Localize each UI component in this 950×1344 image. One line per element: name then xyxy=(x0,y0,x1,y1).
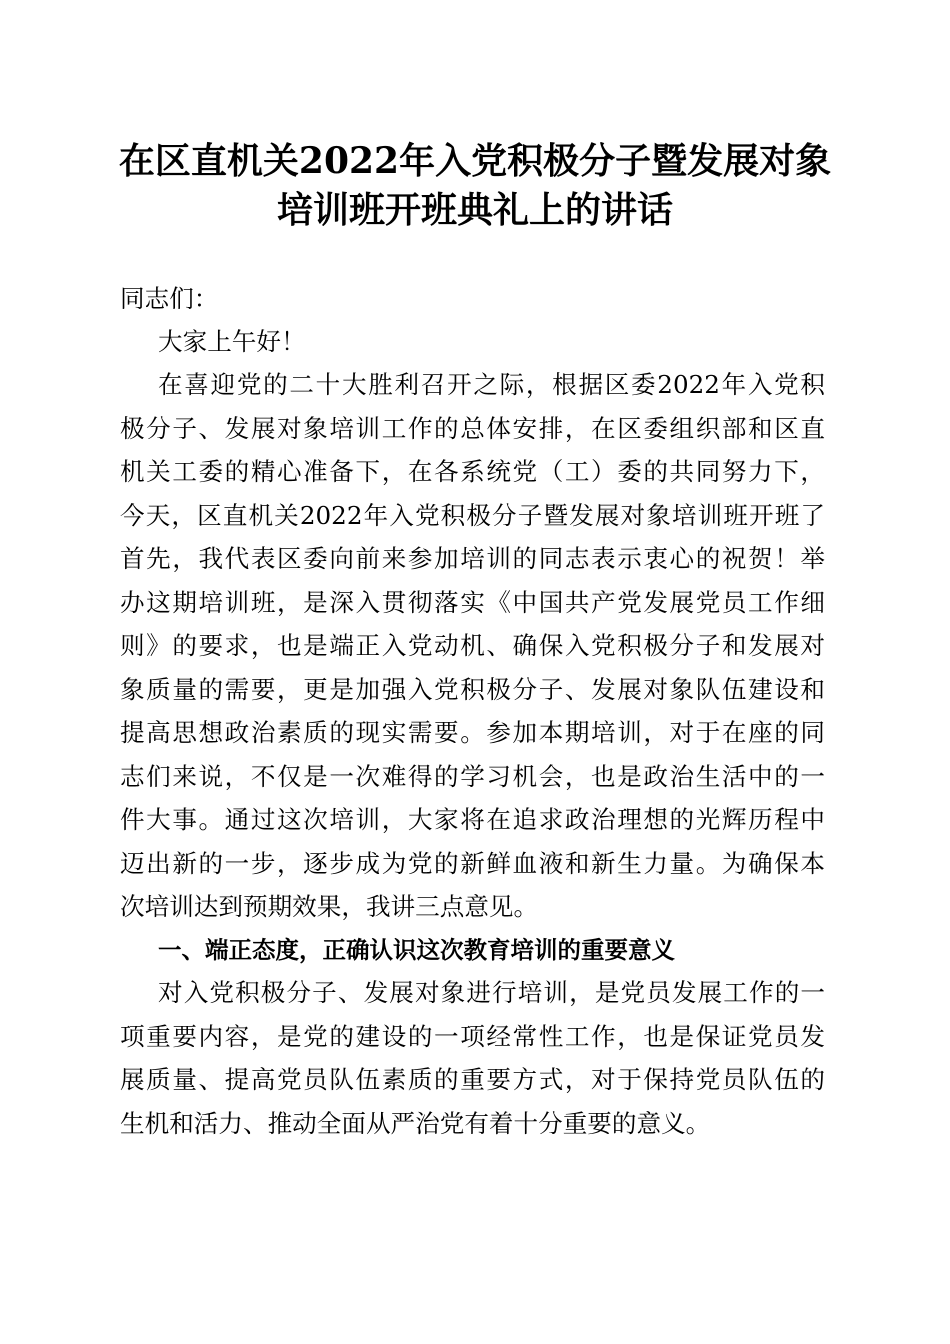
paragraph-1-line-12: 迈出新的一步，逐步成为党的新鲜血液和新生力量。为确保本 xyxy=(120,849,825,878)
paragraph-1-line-8: 象质量的需要，更是加强入党积极分子、发展对象队伍建设和 xyxy=(120,675,825,704)
paragraph-2-line-4: 生机和活力、推动全面从严治党有着十分重要的意义。 xyxy=(120,1109,711,1138)
paragraph-2-line-3: 展质量、提高党员队伍素质的重要方式，对于保持党员队伍的 xyxy=(120,1065,825,1094)
paragraph-1-line-10: 志们来说，不仅是一次难得的学习机会，也是政治生活中的一 xyxy=(120,762,825,791)
paragraph-1-line-2: 极分子、发展对象培训工作的总体安排，在区委组织部和区直 xyxy=(120,414,825,443)
document-title-line-1: 在区直机关2022年入党积极分子暨发展对象 xyxy=(118,140,832,182)
paragraph-1-line-3: 机关工委的精心准备下，在各系统党（工）委的共同努力下， xyxy=(120,457,825,486)
paragraph-1-line-13: 次培训达到预期效果，我讲三点意见。 xyxy=(120,892,539,921)
section-heading-1: 一、端正态度，正确认识这次教育培训的重要意义 xyxy=(158,936,675,964)
paragraph-1-line-9: 提高思想政治素质的现实需要。参加本期培训，对于在座的同 xyxy=(120,718,825,747)
paragraph-2-line-1: 对入党积极分子、发展对象进行培训，是党员发展工作的一 xyxy=(158,978,825,1007)
paragraph-1-line-6: 办这期培训班，是深入贯彻落实《中国共产党发展党员工作细 xyxy=(120,588,825,617)
paragraph-1-line-11: 件大事。通过这次培训，大家将在追求政治理想的光辉历程中 xyxy=(120,805,825,834)
paragraph-1-line-1: 在喜迎党的二十大胜利召开之际，根据区委2022年入党积 xyxy=(158,370,825,399)
paragraph-1-line-5: 首先，我代表区委向前来参加培训的同志表示衷心的祝贺！举 xyxy=(120,544,825,573)
greeting: 大家上午好！ xyxy=(158,327,306,356)
paragraph-2-line-2: 项重要内容，是党的建设的一项经常性工作，也是保证党员发 xyxy=(120,1022,825,1051)
document-title-line-2: 培训班开班典礼上的讲话 xyxy=(276,189,673,231)
salutation: 同志们： xyxy=(120,284,219,313)
paragraph-1-line-4: 今天，区直机关2022年入党积极分子暨发展对象培训班开班了 xyxy=(120,501,825,530)
paragraph-1-line-7: 则》的要求，也是端正入党动机、确保入党积极分子和发展对 xyxy=(120,631,825,660)
